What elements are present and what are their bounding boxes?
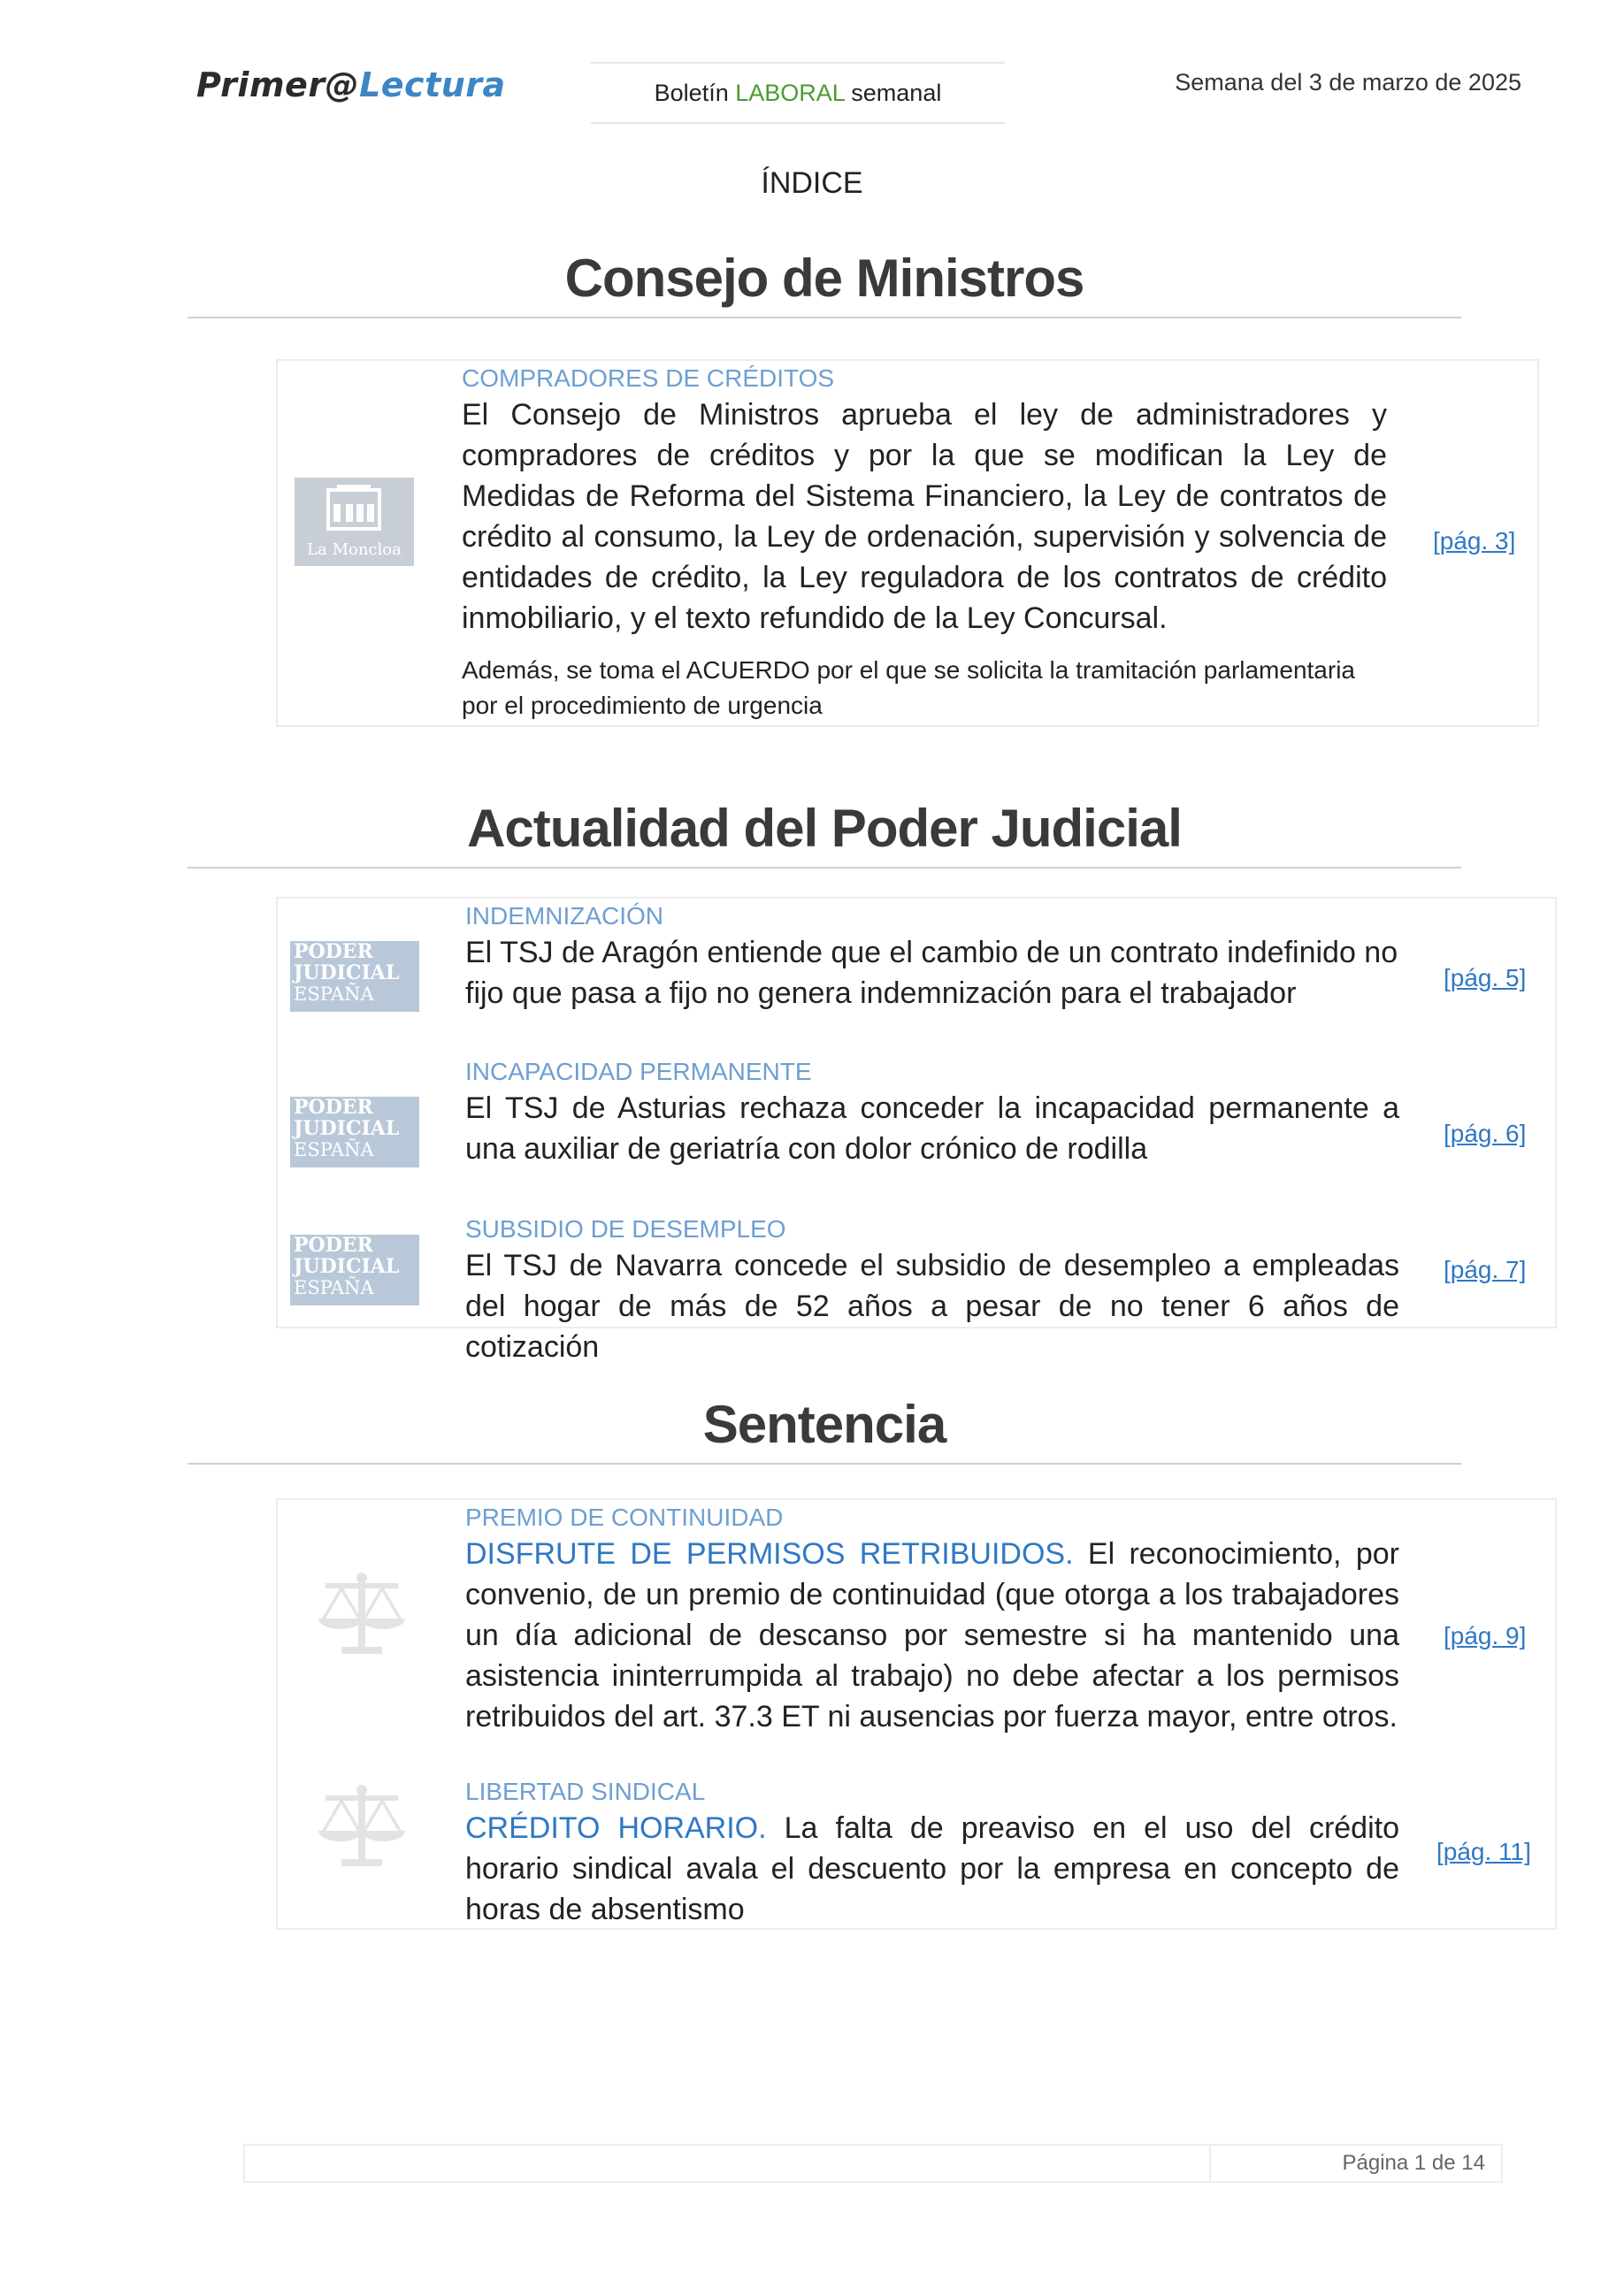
page-link[interactable]: [pág. 5]	[1444, 964, 1527, 991]
page-link[interactable]: [pág. 6]	[1444, 1120, 1527, 1147]
item-highlight: DISFRUTE DE PERMISOS RETRIBUIDOS.	[465, 1537, 1074, 1571]
item-summary: CRÉDITO HORARIO. La falta de preaviso en el uso del crédito horario sindical avala el descuento por la empresa en concepto de horas de absentismo	[465, 1811, 1400, 1926]
scales-icon	[313, 1567, 410, 1665]
page-link[interactable]: [pág. 9]	[1444, 1622, 1527, 1649]
item-category: INDEMNIZACIÓN	[465, 902, 663, 930]
page-number: Página 1 de 14	[1342, 2151, 1485, 2175]
section-title-consejo: Consejo de Ministros	[564, 249, 1084, 308]
poder-judicial-logo: PODER JUDICIAL ESPAÑA	[290, 1235, 419, 1305]
poder-judicial-logo: PODER JUDICIAL ESPAÑA	[290, 1097, 419, 1167]
section-title-sentencia: Sentencia	[702, 1395, 946, 1454]
section-rule	[188, 317, 1461, 318]
brand-logo: Primer@Lectura	[196, 65, 506, 104]
item-summary: DISFRUTE DE PERMISOS RETRIBUIDOS. El reconocimiento, por convenio, de un premio de continuidad (que otorga a los trabajadores un día adicional de descanso por semestre si ha mantenido una asistencia ininterrumpida al trabajo) no debe afectar a los permisos retribuidos del art. 37.3 ET ni ausencias por fuerza mayor, entre otros.	[465, 1537, 1399, 1733]
week-date: Semana del 3 de marzo de 2025	[1175, 69, 1521, 96]
building-icon	[295, 478, 414, 540]
index-title: ÍNDICE	[761, 166, 863, 200]
item-summary: El Consejo de Ministros aprueba el ley de administradores y compradores de créditos y por la que se modifican la Ley de Medidas de Reforma del Sistema Financiero, la Ley de contratos de crédito al consumo, la Ley de ordenación, supervisión y solvencia de entidades de crédito, la Ley reguladora de los contratos de crédito inmobiliario, y el texto refundido de la Ley Concursal.	[462, 398, 1387, 635]
item-category: PREMIO DE CONTINUIDAD	[465, 1504, 784, 1531]
scales-icon	[313, 1779, 410, 1877]
item-summary: El TSJ de Asturias rechaza conceder la incapacidad permanente a una auxiliar de geriatría con dolor crónico de rodilla	[465, 1091, 1399, 1166]
page-link[interactable]: [pág. 7]	[1444, 1256, 1527, 1283]
item-extra-note: Además, se toma el ACUERDO por el que se solicita la tramitación parlamentaria por el procedimiento de urgencia	[462, 656, 1355, 719]
poder-judicial-logo: PODER JUDICIAL ESPAÑA	[290, 941, 419, 1012]
item-summary: El TSJ de Navarra concede el subsidio de desempleo a empleadas del hogar de más de 52 años a pesar de no tener 6 años de cotización	[465, 1249, 1399, 1364]
section-title-poder-judicial: Actualidad del Poder Judicial	[467, 799, 1182, 858]
page-link[interactable]: [pág. 3]	[1433, 527, 1516, 555]
section-rule	[188, 867, 1461, 869]
bulletin-title: Boletín LABORAL semanal	[591, 62, 1005, 124]
item-category: INCAPACIDAD PERMANENTE	[465, 1058, 812, 1085]
item-highlight: CRÉDITO HORARIO.	[465, 1811, 767, 1845]
footer-divider	[1209, 2146, 1211, 2181]
section-rule	[188, 1463, 1461, 1465]
moncloa-logo: La Moncloa	[295, 478, 414, 566]
item-category: SUBSIDIO DE DESEMPLEO	[465, 1215, 786, 1243]
item-category: COMPRADORES DE CRÉDITOS	[462, 364, 835, 392]
page-link[interactable]: [pág. 11]	[1436, 1838, 1531, 1865]
item-category: LIBERTAD SINDICAL	[465, 1778, 706, 1805]
page-footer	[243, 2144, 1503, 2183]
item-summary: El TSJ de Aragón entiende que el cambio de un contrato indefinido no fijo que pasa a fijo no genera indemnización para el trabajador	[465, 936, 1398, 1010]
